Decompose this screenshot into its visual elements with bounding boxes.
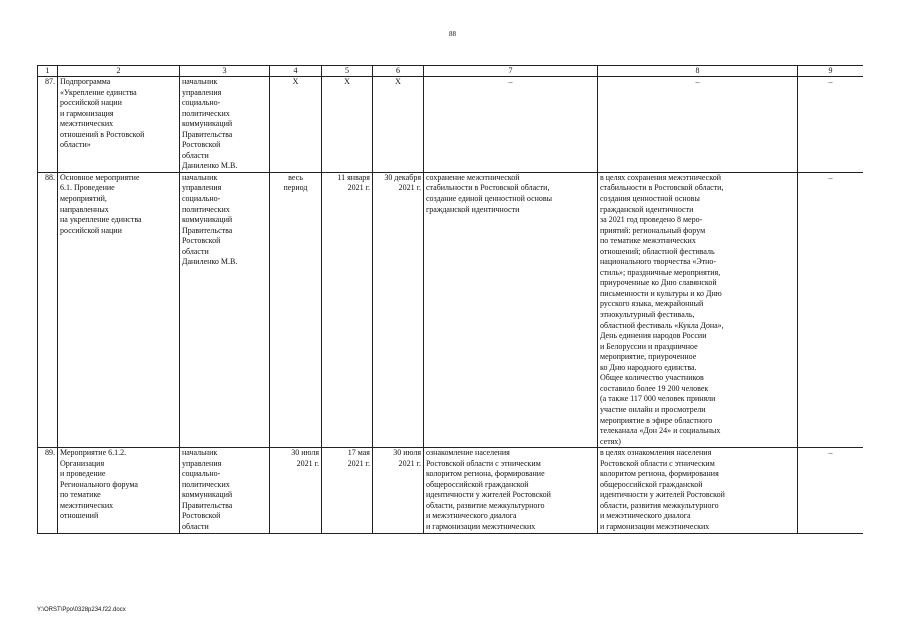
table-row: [38, 77, 864, 173]
end-date: 30 июля 2021 г.: [373, 448, 424, 533]
table-row: [38, 172, 864, 447]
row-number: 89.: [38, 448, 58, 533]
column-header-1: 1: [38, 66, 58, 77]
column-header-3: 3: [180, 66, 270, 77]
end-date: 30 декабря 2021 г.: [373, 172, 424, 447]
table-row: [38, 448, 864, 533]
implementation-period: Х: [270, 77, 322, 173]
responsible-person: начальник управления социально- политических коммуникаций Правительства Ростовской области: [180, 448, 270, 533]
column-header-2: 2: [58, 66, 180, 77]
actual-result: в целях ознакомления населения Ростовской области с этническим колоритом региона, формирования общероссийской гражданской идентичности у жителей Ростовской области, развития межкультурного и межэтнического диалога и гармонизации межэтнических: [598, 448, 798, 533]
measure-name: Основное мероприятие 6.1. Проведение мероприятий, направленных на укрепление единства российской нации: [58, 172, 180, 447]
column-header-5: 5: [322, 66, 373, 77]
file-path-footer: Y:\ORST\Ppo\0328p234.f22.docx: [37, 607, 126, 613]
expected-result: сохранение межэтнической стабильности в Ростовской области, создание единой ценностной основы гражданской идентичности: [424, 172, 598, 447]
column-header-9: 9: [798, 66, 864, 77]
column-header-6: 6: [373, 66, 424, 77]
column-header-4: 4: [270, 66, 322, 77]
notes: –: [798, 172, 864, 447]
row-number: 88.: [38, 172, 58, 447]
start-date: 17 мая 2021 г.: [322, 448, 373, 533]
page-number: 88: [449, 30, 456, 38]
responsible-person: начальник управления социально- политических коммуникаций Правительства Ростовской области Даниленко М.В.: [180, 77, 270, 173]
expected-result: ознакомление населения Ростовской области с этническим колоритом региона, формирование общероссийской гражданской идентичности у жителей Ростовской области, развитие межкультурного и межэтнического диалога и гармонизации межэтнических: [424, 448, 598, 533]
column-number-row: [38, 66, 864, 77]
report-table: [37, 65, 863, 534]
start-date: Х: [322, 77, 373, 173]
measure-name: Мероприятие 6.1.2. Организация и проведение Регионального форума по тематике межэтнических отношений: [58, 448, 180, 533]
report-table-container: [37, 65, 863, 606]
actual-result: –: [598, 77, 798, 173]
column-header-8: 8: [598, 66, 798, 77]
measure-name: Подпрограмма «Укрепление единства российской нации и гармонизация межэтнических отношений в Ростовской области»: [58, 77, 180, 173]
notes: –: [798, 77, 864, 173]
expected-result: –: [424, 77, 598, 173]
actual-result: в целях сохранения межэтнической стабильности в Ростовской области, создания ценностной основы гражданской идентичности за 2021 год проведено 8 меро- приятий: региональный форум по тематике межэтнических отношений; областной фестиваль национального творчества «Этно- стиль»; праздничные мероприятия, приуроченные ко Дню славянской письменности и культуры и ко Дню русского языка, межрайонный этнокультурный фестиваль, областной фестиваль «Кукла Дона», День единения народов России и Белоруссии и праздничное мероприятие, приуроченное ко Дню народного единства. Общее количество участников составило более 19 200 человек (а также 117 000 человек приняли участие онлайн и просмотрели мероприятие в эфире областного телеканала «Дон 24» и социальных сетях): [598, 172, 798, 447]
end-date: Х: [373, 77, 424, 173]
start-date: 11 января 2021 г.: [322, 172, 373, 447]
implementation-period: весь период: [270, 172, 322, 447]
column-header-7: 7: [424, 66, 598, 77]
implementation-period: 30 июля 2021 г.: [270, 448, 322, 533]
notes: –: [798, 448, 864, 533]
responsible-person: начальник управления социально- политических коммуникаций Правительства Ростовской области Даниленко М.В.: [180, 172, 270, 447]
row-number: 87.: [38, 77, 58, 173]
